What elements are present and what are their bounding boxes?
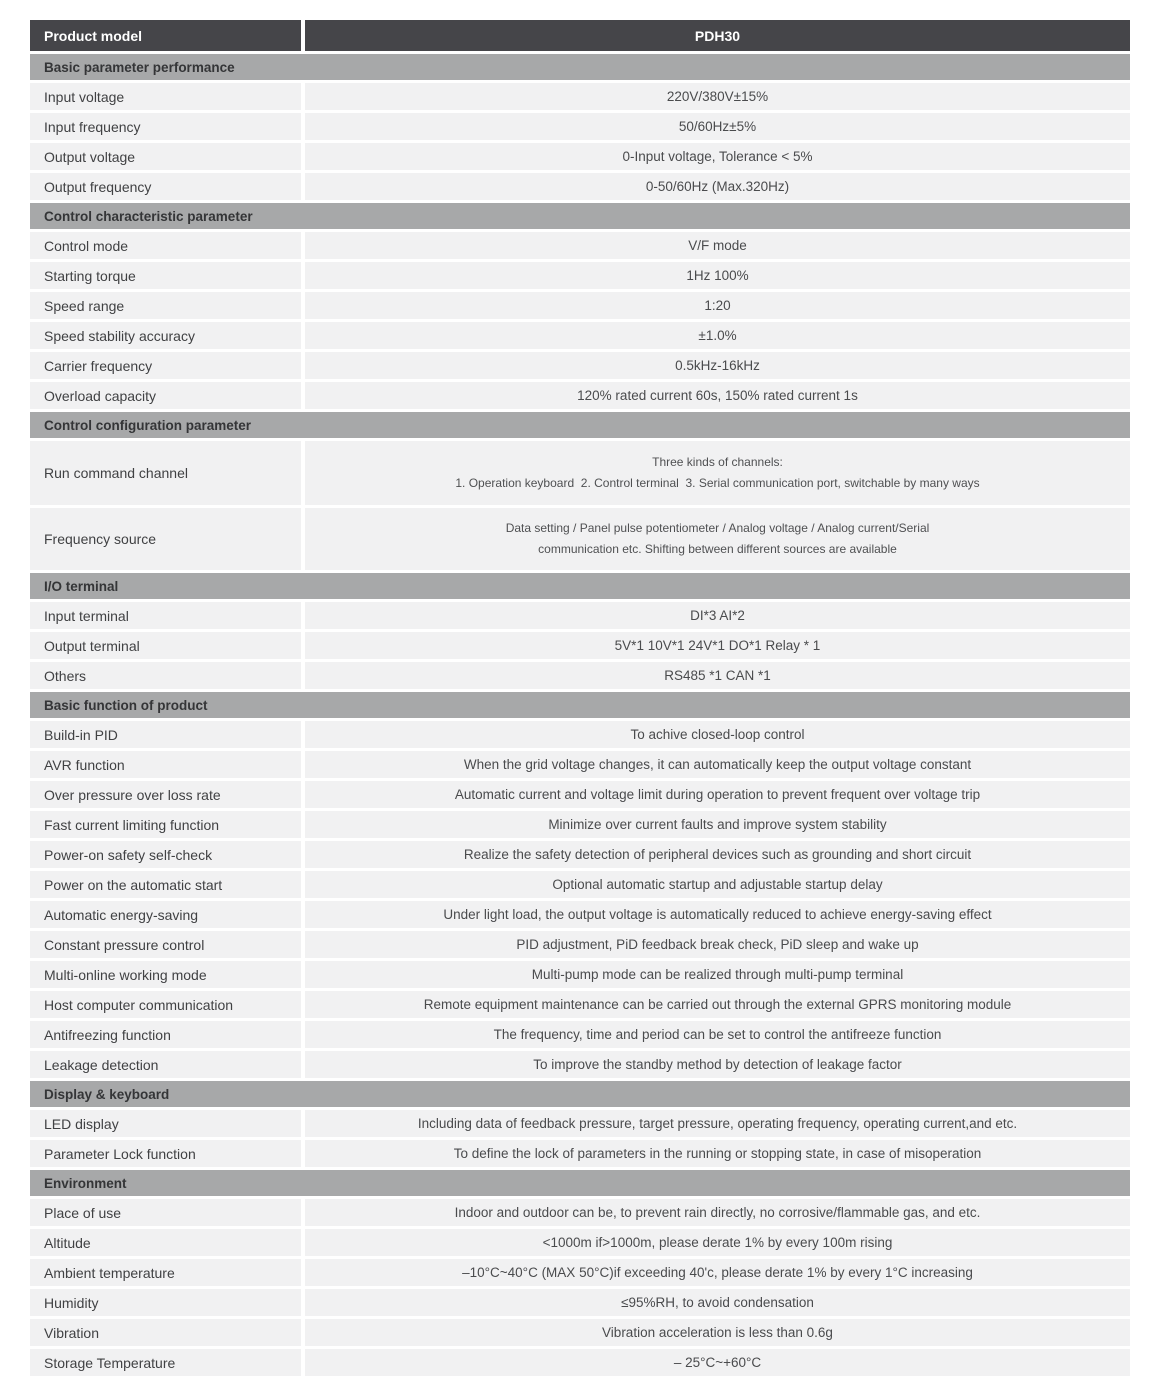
- section-header-environment: Environment: [30, 1170, 1130, 1196]
- row-value: V/F mode: [305, 232, 1130, 259]
- section-header-basic-parameter: Basic parameter performance: [30, 54, 1130, 80]
- row-label: Constant pressure control: [30, 931, 301, 958]
- table-row-place-of-use: [30, 1199, 1130, 1226]
- table-row-others: [30, 662, 1130, 689]
- row-value: Remote equipment maintenance can be carried out through the external GPRS monitoring module: [305, 991, 1130, 1018]
- row-value: Realize the safety detection of peripheral devices such as grounding and short circuit: [305, 841, 1130, 868]
- row-label: Overload capacity: [30, 382, 301, 409]
- value-line-1: Data setting / Panel pulse potentiometer / Analog voltage / Analog current/Serial: [505, 521, 930, 535]
- table-row-antifreezing-function: [30, 1021, 1130, 1048]
- row-label: Input voltage: [30, 83, 301, 110]
- row-value: 5V*1 10V*1 24V*1 DO*1 Relay * 1: [305, 632, 1130, 659]
- row-value: 50/60Hz±5%: [305, 113, 1130, 140]
- row-label: Automatic energy-saving: [30, 901, 301, 928]
- section-header-io-terminal: I/O terminal: [30, 573, 1130, 599]
- row-value: Under light load, the output voltage is automatically reduced to achieve energy-saving effect: [305, 901, 1130, 928]
- row-label: Vibration: [30, 1319, 301, 1346]
- table-row-output-frequency: [30, 173, 1130, 200]
- row-value: – 25°C~+60°C: [305, 1349, 1130, 1376]
- table-row-carrier-frequency: [30, 352, 1130, 379]
- row-value: To achive closed-loop control: [305, 721, 1130, 748]
- row-label: Altitude: [30, 1229, 301, 1256]
- table-row-starting-torque: [30, 262, 1130, 289]
- table-row-led-display: [30, 1110, 1130, 1137]
- table-row-avr-function: [30, 751, 1130, 778]
- row-label: Antifreezing function: [30, 1021, 301, 1048]
- row-label: Place of use: [30, 1199, 301, 1226]
- row-value: Vibration acceleration is less than 0.6g: [305, 1319, 1130, 1346]
- row-label: Others: [30, 662, 301, 689]
- table-row-run-command-channel: [30, 441, 1130, 505]
- row-value: 1:20: [305, 292, 1130, 319]
- row-label: Output frequency: [30, 173, 301, 200]
- row-label: Host computer communication: [30, 991, 301, 1018]
- table-row-automatic-energy-saving: [30, 901, 1130, 928]
- row-label: Storage Temperature: [30, 1349, 301, 1376]
- table-row-altitude: [30, 1229, 1130, 1256]
- row-value: Optional automatic startup and adjustable startup delay: [305, 871, 1130, 898]
- table-row-storage-temperature: [30, 1349, 1130, 1376]
- row-label: Starting torque: [30, 262, 301, 289]
- table-row-output-terminal: [30, 632, 1130, 659]
- table-row-input-terminal: [30, 602, 1130, 629]
- table-row-output-voltage: [30, 143, 1130, 170]
- table-header-row: [30, 20, 1130, 51]
- row-value: PID adjustment, PiD feedback break check, PiD sleep and wake up: [305, 931, 1130, 958]
- section-header-control-characteristic: Control characteristic parameter: [30, 203, 1130, 229]
- row-value: Including data of feedback pressure, target pressure, operating frequency, operating current,and etc.: [305, 1110, 1130, 1137]
- row-value: ±1.0%: [305, 322, 1130, 349]
- row-value: Automatic current and voltage limit during operation to prevent frequent over voltage trip: [305, 781, 1130, 808]
- row-value: To define the lock of parameters in the running or stopping state, in case of misoperation: [305, 1140, 1130, 1167]
- table-row-constant-pressure-control: [30, 931, 1130, 958]
- table-row-speed-range: [30, 292, 1130, 319]
- section-header-display-keyboard: Display & keyboard: [30, 1081, 1130, 1107]
- row-label: Fast current limiting function: [30, 811, 301, 838]
- table-row-humidity: [30, 1289, 1130, 1316]
- row-value: The frequency, time and period can be set to control the antifreeze function: [305, 1021, 1130, 1048]
- table-row-multi-online-working-mode: [30, 961, 1130, 988]
- row-label: Output voltage: [30, 143, 301, 170]
- table-row-leakage-detection: [30, 1051, 1130, 1078]
- table-row-overload-capacity: [30, 382, 1130, 409]
- table-row-ambient-temperature: [30, 1259, 1130, 1286]
- table-row-over-pressure: [30, 781, 1130, 808]
- table-row-input-frequency: [30, 113, 1130, 140]
- value-line-2: communication etc. Shifting between different sources are available: [538, 542, 897, 556]
- row-label: Power on the automatic start: [30, 871, 301, 898]
- row-value: 0.5kHz-16kHz: [305, 352, 1130, 379]
- row-value: DI*3 AI*2: [305, 602, 1130, 629]
- section-header-control-configuration: Control configuration parameter: [30, 412, 1130, 438]
- row-label: Power-on safety self-check: [30, 841, 301, 868]
- row-value: –10°C~40°C (MAX 50°C)if exceeding 40'c, please derate 1% by every 1°C increasing: [305, 1259, 1130, 1286]
- value-line-2: 1. Operation keyboard 2. Control terminal 3. Serial communication port, switchable by many ways: [455, 476, 980, 490]
- row-value: RS485 *1 CAN *1: [305, 662, 1130, 689]
- row-label: Ambient temperature: [30, 1259, 301, 1286]
- row-value: 1Hz 100%: [305, 262, 1130, 289]
- row-value: 220V/380V±15%: [305, 83, 1130, 110]
- section-header-basic-function: Basic function of product: [30, 692, 1130, 718]
- row-label: Humidity: [30, 1289, 301, 1316]
- product-spec-table: [30, 20, 1130, 1379]
- row-label: Carrier frequency: [30, 352, 301, 379]
- row-label: Speed range: [30, 292, 301, 319]
- row-value: When the grid voltage changes, it can automatically keep the output voltage constant: [305, 751, 1130, 778]
- row-value: ≤95%RH, to avoid condensation: [305, 1289, 1130, 1316]
- row-label: Multi-online working mode: [30, 961, 301, 988]
- table-row-host-computer-communication: [30, 991, 1130, 1018]
- product-model-value: PDH30: [305, 20, 1130, 51]
- table-row-vibration: [30, 1319, 1130, 1346]
- table-row-control-mode: [30, 232, 1130, 259]
- row-label: Speed stability accuracy: [30, 322, 301, 349]
- row-label: Control mode: [30, 232, 301, 259]
- row-label: Leakage detection: [30, 1051, 301, 1078]
- table-row-build-in-pid: [30, 721, 1130, 748]
- row-value: 0-50/60Hz (Max.320Hz): [305, 173, 1130, 200]
- table-row-speed-stability: [30, 322, 1130, 349]
- row-label: Input frequency: [30, 113, 301, 140]
- row-value: Minimize over current faults and improve system stability: [305, 811, 1130, 838]
- product-model-header-label: Product model: [30, 20, 301, 51]
- table-row-frequency-source: [30, 508, 1130, 570]
- row-value: [305, 441, 1130, 505]
- row-label: Over pressure over loss rate: [30, 781, 301, 808]
- table-row-fast-current-limiting: [30, 811, 1130, 838]
- row-value: To improve the standby method by detection of leakage factor: [305, 1051, 1130, 1078]
- row-value: 0-Input voltage, Tolerance < 5%: [305, 143, 1130, 170]
- row-label: Run command channel: [30, 441, 301, 505]
- row-value: 120% rated current 60s, 150% rated current 1s: [305, 382, 1130, 409]
- row-label: Frequency source: [30, 508, 301, 570]
- table-row-power-on-self-check: [30, 841, 1130, 868]
- row-value: Multi-pump mode can be realized through multi-pump terminal: [305, 961, 1130, 988]
- row-value: <1000m if>1000m, please derate 1% by every 100m rising: [305, 1229, 1130, 1256]
- table-row-power-on-automatic-start: [30, 871, 1130, 898]
- table-row-parameter-lock: [30, 1140, 1130, 1167]
- value-line-1: Three kinds of channels:: [652, 455, 783, 469]
- row-value: Indoor and outdoor can be, to prevent rain directly, no corrosive/flammable gas, and etc.: [305, 1199, 1130, 1226]
- table-row-input-voltage: [30, 83, 1130, 110]
- row-label: LED display: [30, 1110, 301, 1137]
- row-label: AVR function: [30, 751, 301, 778]
- row-label: Parameter Lock function: [30, 1140, 301, 1167]
- row-label: Build-in PID: [30, 721, 301, 748]
- row-label: Output terminal: [30, 632, 301, 659]
- row-value: [305, 508, 1130, 570]
- row-label: Input terminal: [30, 602, 301, 629]
